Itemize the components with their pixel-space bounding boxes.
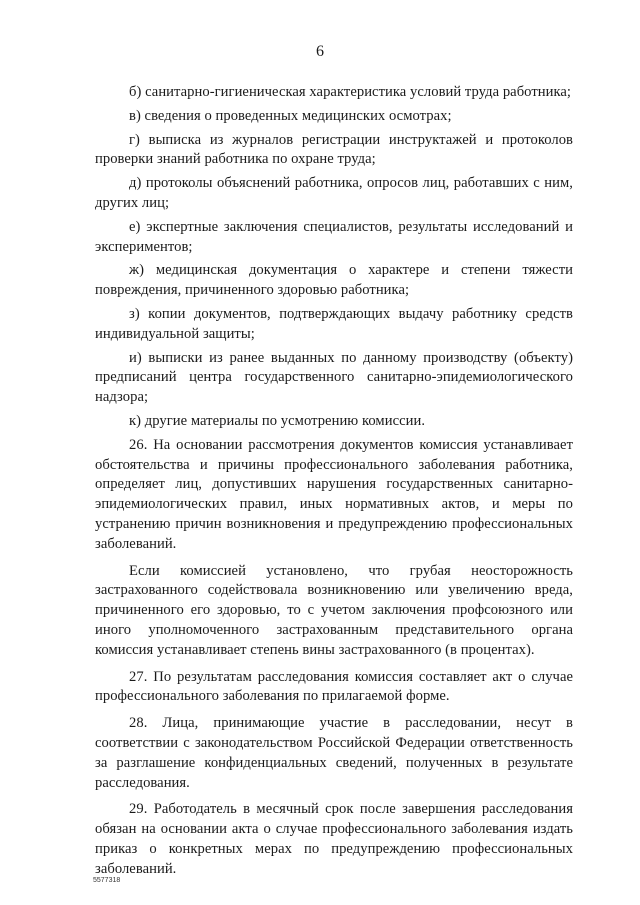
list-item-i: и) выписки из ранее выданных по данному производству (объекту) предписаний центра государственного санитарно-эпидемиологического надзора; [95,349,573,406]
list-item-zh: ж) медицинская документация о характере и степени тяжести повреждения, причиненного здоровью работника; [95,262,573,299]
list-item-z: з) копии документов, подтверждающих выдачу работнику средств индивидуальной защиты; [95,305,573,342]
list-item-g: г) выписка из журналов регистрации инструктажей и протоколов проверки знаний работника по охране труда; [95,131,573,168]
clause-28: 28. Лица, принимающие участие в расследовании, несут в соответствии с законодательством Российской Федерации ответственность за разглашение конфиденциальных сведений, полученных в результате расследования. [95,715,573,791]
list-item-e: е) экспертные заключения специалистов, результаты исследований и экспериментов; [95,218,573,255]
clause-26-continuation: Если комиссией установлено, что грубая неосторожность застрахованного содействовала возникновению или увеличению вреда, причиненного его здоровью, то с учетом заключения профсоюзного или иного уполномоченного застрахованным представительного органа комиссия устанавливает степень вины застрахованного (в процентах). [95,562,573,658]
clause-26: 26. На основании рассмотрения документов комиссия устанавливает обстоятельства и причины профессионального заболевания работника, определяет лиц, допустивших нарушения государственных санитарно-эпидемиологических правил, иных нормативных актов, и меры по устранению причин возникновения и предупреждению профессиональных заболеваний. [95,436,573,552]
clause-27: 27. По результатам расследования комиссия составляет акт о случае профессионального заболевания по прилагаемой форме. [95,668,573,705]
list-item-v: в) сведения о проведенных медицинских осмотрах; [129,107,452,124]
footer-document-code: 5577318 [93,877,121,884]
list-item-k: к) другие материалы по усмотрению комиссии. [129,412,426,429]
page-number: 6 [316,43,324,60]
list-item-b: б) санитарно-гигиеническая характеристика условий труда работника; [129,84,572,100]
document-body [95,83,573,886]
list-item-d: д) протоколы объяснений работника, опросов лиц, работавших с ним, других лиц; [95,175,573,211]
clause-29: 29. Работодатель в месячный срок после завершения расследования обязан на основании акта о случае профессионального заболевания издать приказ о конкретных мерах по предупреждению профессиональных заболеваний. [95,801,573,877]
